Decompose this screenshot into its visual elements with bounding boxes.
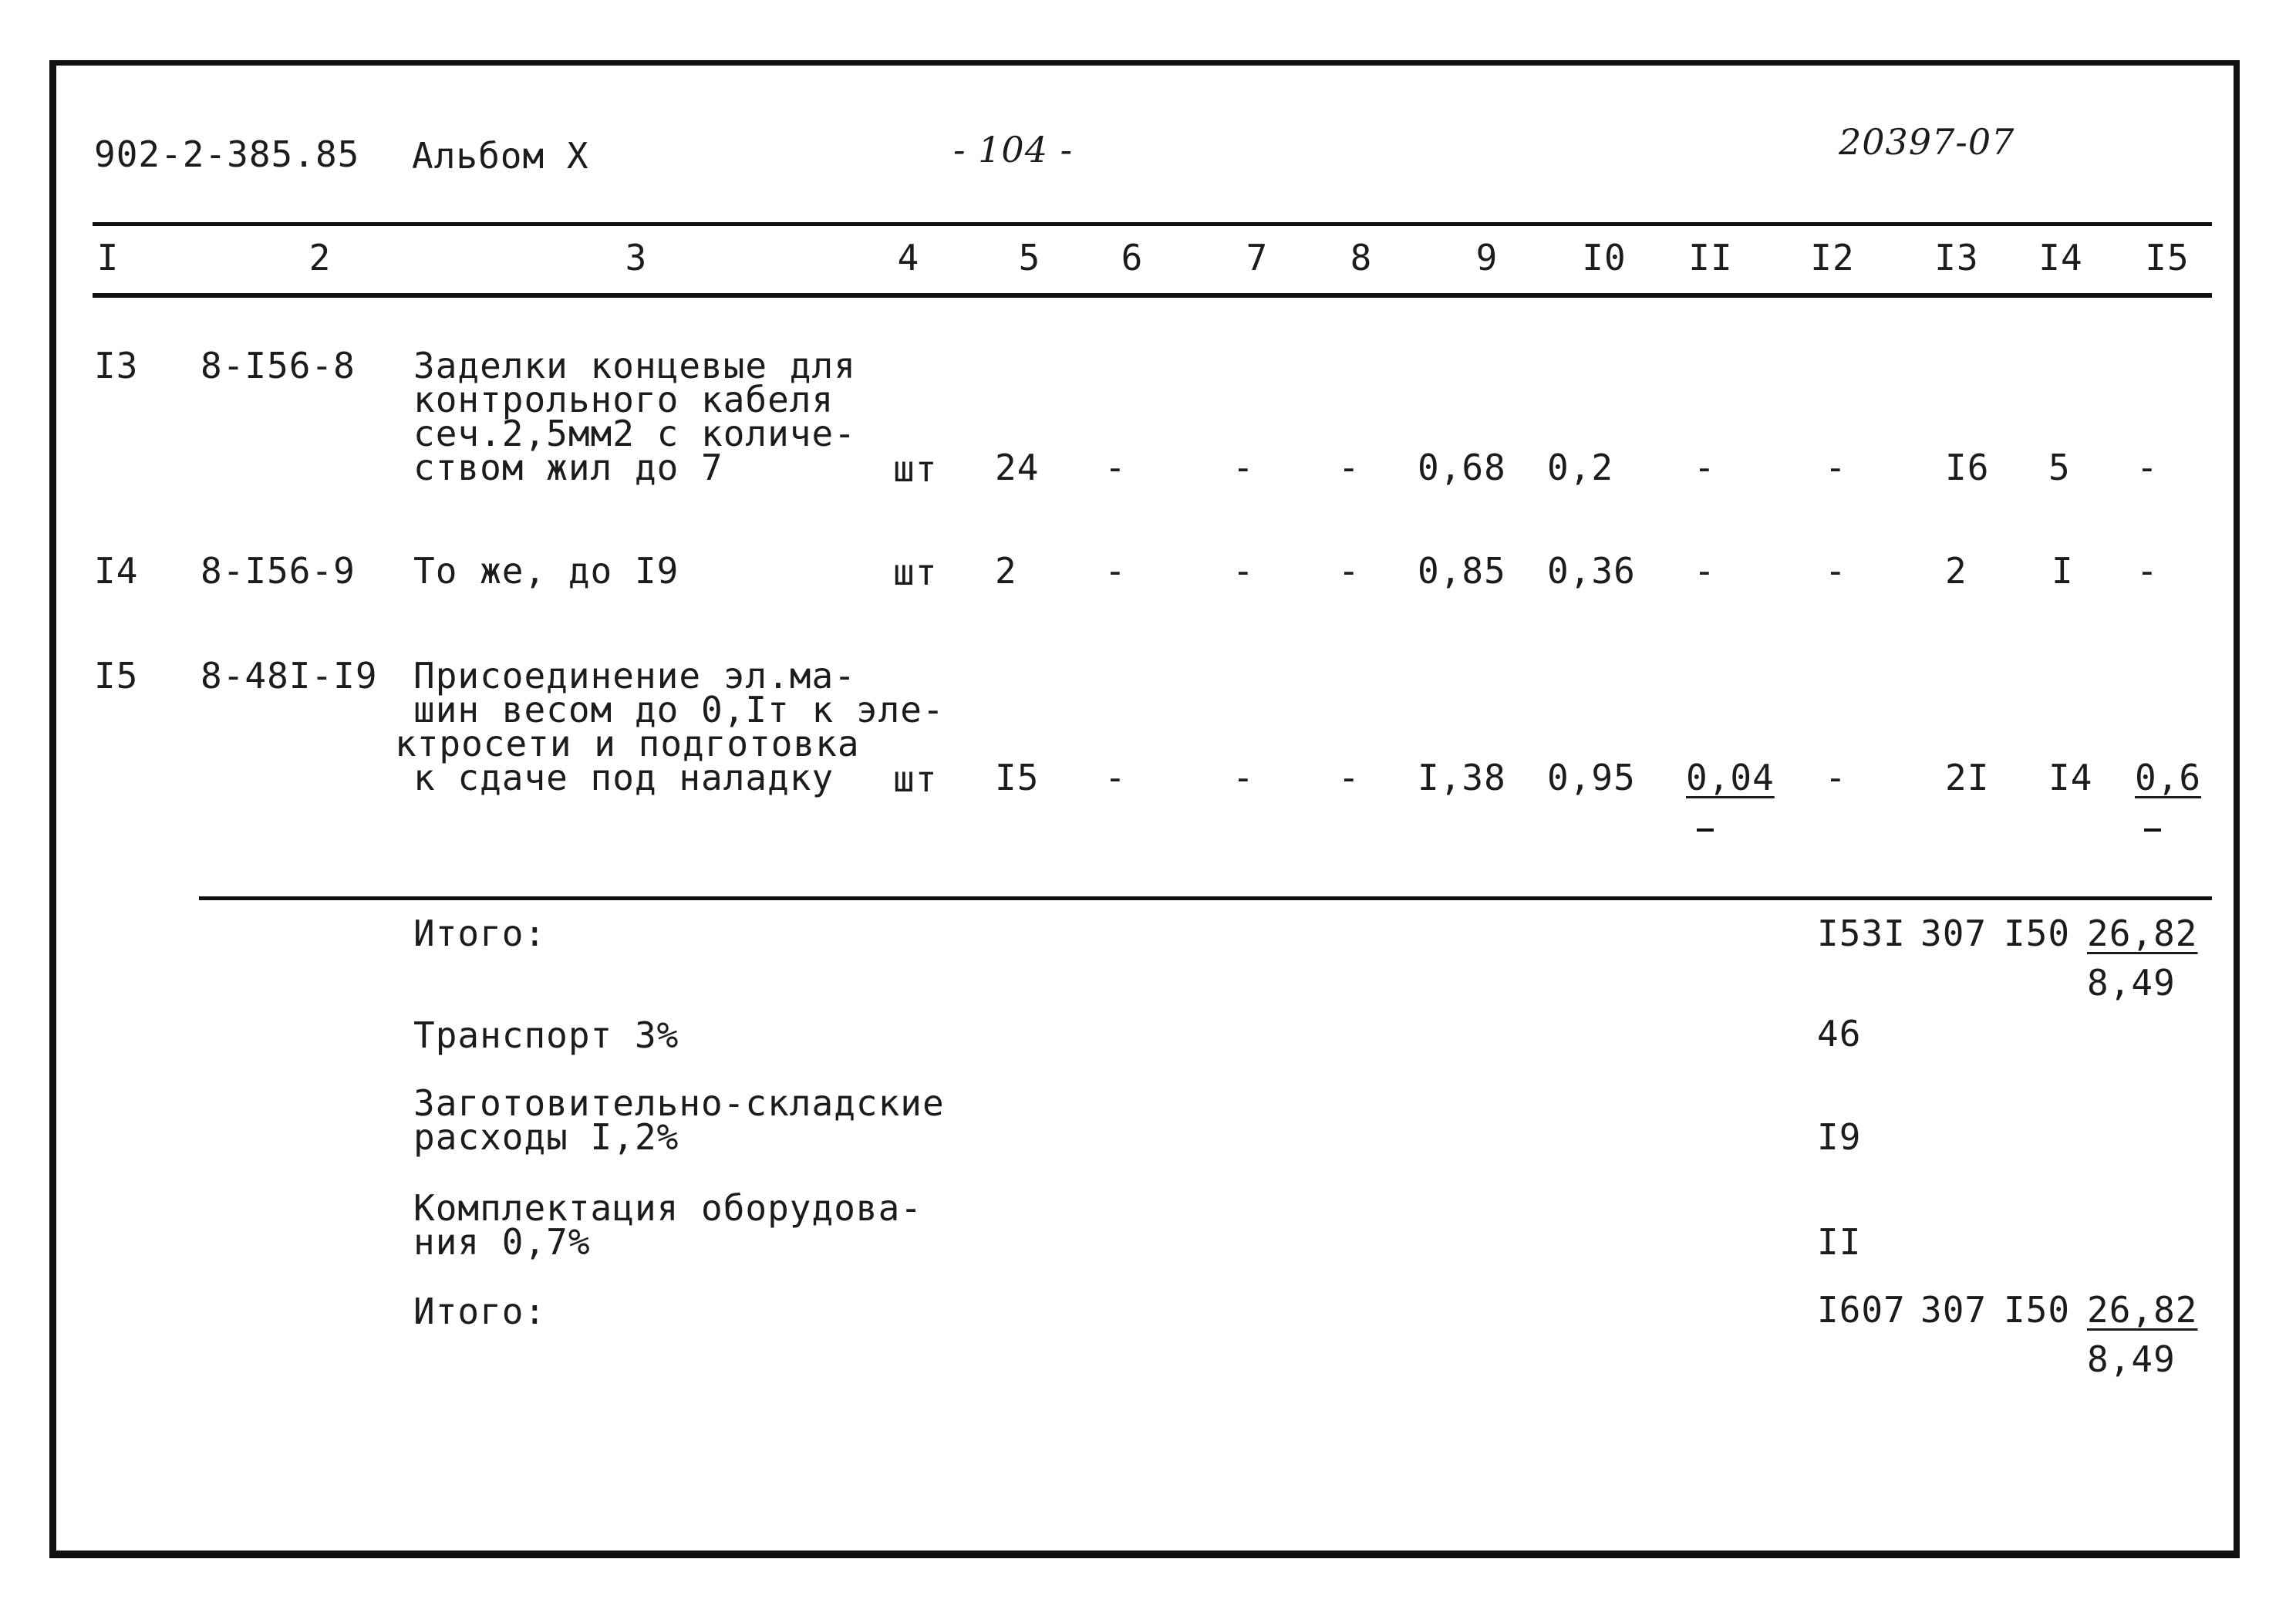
- row-code: 8-48I-I9: [201, 655, 378, 697]
- row-c12: -: [1825, 447, 1847, 488]
- row-c14: I4: [2048, 757, 2093, 798]
- row-number: I3: [94, 345, 139, 386]
- col-header-15: I5: [2145, 237, 2190, 278]
- inventory-number: 20397-07: [1839, 121, 2015, 163]
- col-header-1: I: [96, 237, 120, 278]
- col-header-14: I4: [2038, 237, 2083, 278]
- row-c14: I: [2052, 550, 2074, 592]
- row-unit: шт: [893, 552, 938, 593]
- row-code: 8-I56-9: [201, 550, 356, 592]
- row-c13: 2: [1945, 550, 1967, 592]
- summary-label: Заготовительно-складские: [413, 1082, 945, 1124]
- summary-rule: [199, 896, 2212, 900]
- row-c11: -: [1694, 550, 1716, 592]
- summary-label: Итого:: [413, 1291, 547, 1332]
- row-c15: -: [2136, 550, 2159, 592]
- summary-c14: I50: [2004, 913, 2071, 954]
- col-header-6: 6: [1121, 237, 1144, 278]
- summary-c15-bottom: 8,49: [2087, 962, 2176, 1004]
- summary-c13: 307: [1920, 913, 1988, 954]
- col-header-8: 8: [1350, 237, 1373, 278]
- summary-label: ния 0,7%: [413, 1221, 591, 1263]
- row-c15: -: [2136, 447, 2159, 488]
- page-frame: [49, 60, 2240, 1558]
- row-c8: -: [1338, 550, 1360, 592]
- col-header-10: I0: [1582, 237, 1627, 278]
- summary-c15-top: 26,82: [2087, 913, 2198, 954]
- row-c11: -: [1694, 447, 1716, 488]
- col-header-9: 9: [1475, 237, 1499, 278]
- row-c12: -: [1825, 550, 1847, 592]
- header-rule-bottom: [93, 293, 2212, 298]
- row-c8: -: [1338, 757, 1360, 798]
- page-number: - 104 -: [953, 129, 1074, 170]
- row-c5: 2: [995, 550, 1017, 592]
- row-c11-denominator-dash: [1697, 828, 1714, 832]
- summary-label: расходы I,2%: [413, 1116, 679, 1158]
- row-number: I5: [94, 655, 139, 697]
- summary-c12: I53I: [1817, 913, 1906, 954]
- summary-c14: I50: [2004, 1289, 2071, 1331]
- col-header-13: I3: [1934, 237, 1979, 278]
- col-header-5: 5: [1018, 237, 1041, 278]
- summary-c12: I607: [1817, 1289, 1906, 1331]
- row-description-line: То же, до I9: [413, 550, 679, 592]
- row-c9: 0,85: [1418, 550, 1506, 592]
- row-code: 8-I56-8: [201, 345, 356, 386]
- row-c6: -: [1104, 550, 1127, 592]
- row-c6: -: [1104, 447, 1127, 488]
- summary-label: Комплектация оборудова-: [413, 1187, 922, 1229]
- col-header-4: 4: [897, 237, 920, 278]
- row-c8: -: [1338, 447, 1360, 488]
- row-c9: 0,68: [1418, 447, 1506, 488]
- col-header-2: 2: [308, 237, 332, 278]
- row-c15-fraction: 0,6: [2135, 757, 2202, 798]
- row-description-line: сеч.2,5мм2 с количе-: [413, 413, 856, 454]
- row-c13: 2I: [1945, 757, 1990, 798]
- row-unit: шт: [893, 758, 938, 800]
- col-header-12: I2: [1810, 237, 1855, 278]
- row-c14: 5: [2048, 447, 2071, 488]
- summary-c12: I9: [1817, 1116, 1862, 1158]
- row-c7: -: [1232, 550, 1255, 592]
- row-description-line: к сдаче под наладку: [413, 757, 834, 798]
- row-c6: -: [1104, 757, 1127, 798]
- row-c7: -: [1232, 757, 1255, 798]
- row-unit: шт: [893, 448, 938, 490]
- row-number: I4: [94, 550, 139, 592]
- row-c10: 0,95: [1547, 757, 1636, 798]
- row-description-line: ством жил до 7: [413, 447, 723, 488]
- row-c9: I,38: [1418, 757, 1506, 798]
- row-description-line: шин весом до 0,Iт к эле-: [413, 689, 945, 731]
- col-header-7: 7: [1246, 237, 1269, 278]
- row-c15-denominator-dash: [2144, 828, 2161, 832]
- row-description-line: Заделки концевые для: [413, 345, 856, 386]
- row-c10: 0,2: [1547, 447, 1614, 488]
- summary-c12: II: [1817, 1221, 1862, 1263]
- row-c13: I6: [1945, 447, 1990, 488]
- row-c5: 24: [995, 447, 1040, 488]
- row-description-line: ктросети и подготовка: [395, 723, 860, 764]
- summary-label: Транспорт 3%: [413, 1014, 679, 1056]
- album-label: Альбом X: [412, 135, 589, 177]
- row-c10: 0,36: [1547, 550, 1636, 592]
- summary-c15-top: 26,82: [2087, 1289, 2198, 1331]
- row-c5: I5: [995, 757, 1040, 798]
- row-description-line: Присоединение эл.ма-: [413, 655, 856, 697]
- doc-code: 902-2-385.85: [94, 133, 360, 175]
- header-rule-top: [93, 222, 2212, 226]
- summary-c15-bottom: 8,49: [2087, 1338, 2176, 1380]
- col-header-11: II: [1688, 237, 1733, 278]
- row-c11-fraction: 0,04: [1686, 757, 1775, 798]
- summary-c13: 307: [1920, 1289, 1988, 1331]
- summary-label: Итого:: [413, 913, 547, 954]
- row-c7: -: [1232, 447, 1255, 488]
- row-description-line: контрольного кабеля: [413, 379, 834, 420]
- summary-c12: 46: [1817, 1013, 1862, 1055]
- col-header-3: 3: [625, 237, 648, 278]
- row-c12: -: [1825, 757, 1847, 798]
